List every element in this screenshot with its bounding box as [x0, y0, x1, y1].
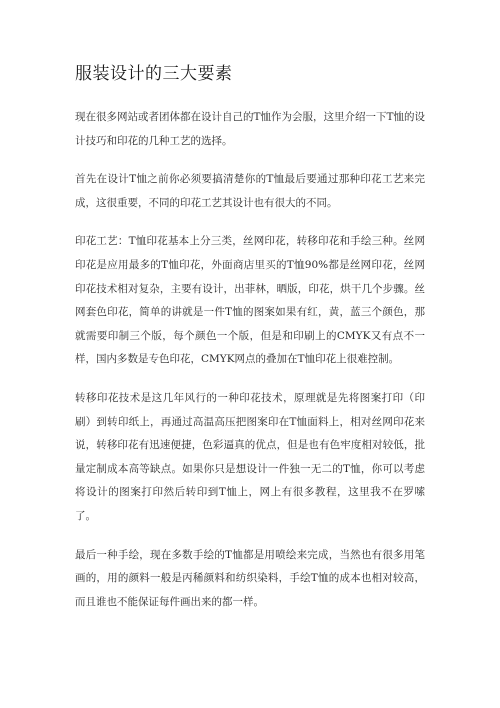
- paragraph-process-choice: 首先在设计T恤之前你必须要搞清楚你的T恤最后要通过那种印花工艺来完成，这很重要，不同的印花工艺其设计也有很大的不同。: [75, 173, 425, 209]
- document-title: 服装设计的三大要素: [75, 64, 233, 84]
- paragraph-hand-painting: 最后一种手绘，现在多数手绘的T恤都是用喷绘来完成，当然也有很多用笔画的，用的颜料一般是丙稀颜料和纺织染料，手绘T恤的成本也相对较高，而且谁也不能保证每件画出来的都一样。: [75, 548, 425, 608]
- paragraph-intro: 现在很多网站或者团体都在设计自己的T恤作为会服，这里介绍一下T恤的设计技巧和印花的几种工艺的选择。: [75, 111, 426, 147]
- paragraph-screen-printing: 印花工艺：T恤印花基本上分三类，丝网印花，转移印花和手绘三种。丝网印花是应用最多的T恤印花，外面商店里买的T恤90%都是丝网印花，丝网印花技术相对复杂，主要有设计，出菲林，晒版，印花，烘干几个步骤。丝网套色印花，简单的讲就是一件T恤的图案如果有红，黄，蓝三个颜色，那就需要印制三个版，每个颜色一个版，但是和印刷上的CMYK又有点不一样，国内多数是专色印花，CMYK网点的叠加在T恤印花上很难控制。: [75, 235, 425, 366]
- paragraph-transfer-printing: 转移印花技术是这几年风行的一种印花技术，原理就是先将图案打印（印刷）到转印纸上，再通过高温高压把图案印在T恤面料上，相对丝网印花来说，转移印花有迅速便捷，色彩逼真的优点，但是也有色牢度相对较低，批量定制成本高等缺点。如果你只是想设计一件独一无二的T恤，你可以考虑将设计的图案打印然后转印到T恤上，网上有很多教程，这里我不在罗嗦了。: [75, 391, 425, 522]
